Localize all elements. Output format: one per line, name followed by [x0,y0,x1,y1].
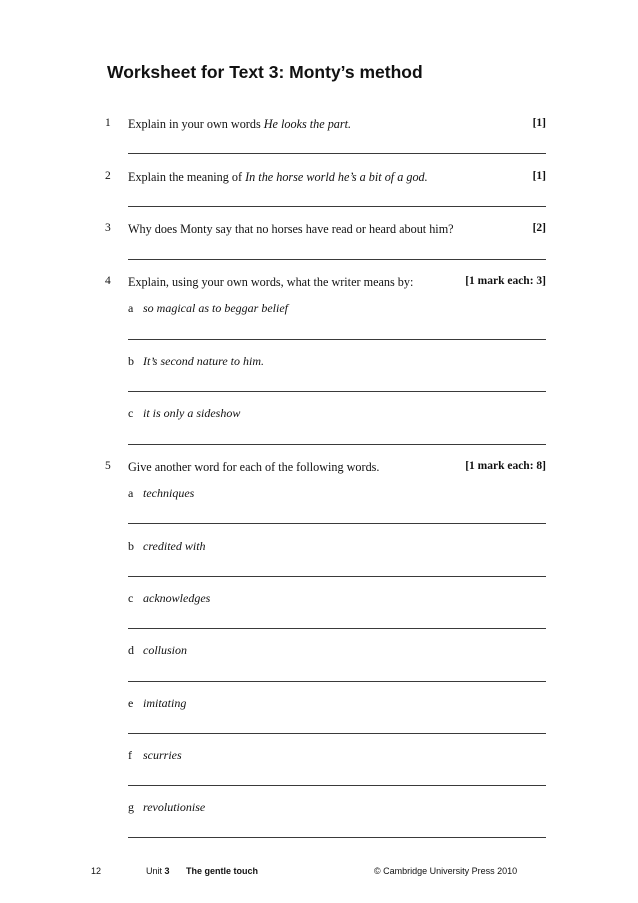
sub-question-letter: b [128,354,134,368]
sub-question-4b [128,354,264,372]
sub-question-text: acknowledges [143,591,211,605]
question-text: Why does Monty say that no horses have read or heard about him? [128,222,454,236]
answer-line[interactable] [128,576,546,577]
answer-line[interactable] [128,391,546,392]
sub-question-text: so magical as to beggar belief [143,301,288,315]
sub-question-text: revolutionise [143,800,206,814]
question-text: Give another word for each of the following words. [128,460,380,474]
question-text-quote: He looks the part. [263,117,352,131]
sub-question-5f [128,748,182,766]
answer-line[interactable] [128,206,546,207]
question-number: 4 [105,275,111,287]
sub-question-letter: a [128,301,134,315]
sub-question-letter: e [128,696,134,710]
sub-question-5b [128,539,206,557]
answer-line[interactable] [128,153,546,154]
sub-question-5c [128,591,210,609]
sub-question-5g [128,800,205,818]
sub-question-letter: a [128,486,134,500]
question-number: 3 [105,222,111,234]
answer-line[interactable] [128,523,546,524]
unit-label [146,866,170,876]
question-5 [0,460,638,480]
question-4 [0,275,638,295]
question-text [128,117,351,132]
question-number: 2 [105,170,111,182]
sub-question-5d [128,643,187,661]
question-marks: [1] [532,170,546,182]
question-2 [0,170,638,190]
answer-line[interactable] [128,339,546,340]
sub-question-text: scurries [143,748,182,762]
sub-question-text: it is only a sideshow [143,406,241,420]
sub-question-letter: f [128,748,132,762]
sub-question-text: techniques [143,486,195,500]
sub-question-letter: b [128,539,134,553]
sub-question-text: credited with [143,539,206,553]
question-marks: [2] [532,222,546,234]
question-marks: [1 mark each: 8] [465,460,546,472]
page-footer [0,866,638,880]
answer-line[interactable] [128,444,546,445]
sub-question-letter: c [128,406,134,420]
answer-line[interactable] [128,628,546,629]
question-text-plain: Explain the meaning of [128,170,246,184]
sub-question-text: collusion [143,643,187,657]
question-number: 1 [105,117,111,129]
copyright-notice: © Cambridge University Press 2010 [374,866,518,876]
unit-topic: The gentle touch [186,866,258,876]
question-marks: [1 mark each: 3] [465,275,546,287]
sub-question-text: It’s second nature to him. [143,354,264,368]
answer-line[interactable] [128,259,546,260]
question-text-plain: Explain in your own words [128,117,264,131]
sub-question-5a [128,486,194,504]
question-text [128,170,428,185]
unit-number: 3 [164,866,170,876]
question-text: Explain, using your own words, what the writer means by: [128,275,414,289]
sub-question-letter: c [128,591,134,605]
sub-question-4a [128,301,288,319]
sub-question-5e [128,696,186,714]
answer-line[interactable] [128,733,546,734]
sub-question-letter: g [128,800,134,814]
sub-question-4c [128,406,240,424]
sub-question-letter: d [128,643,134,657]
question-marks: [1] [532,117,546,129]
question-number: 5 [105,460,111,472]
answer-line[interactable] [128,681,546,682]
answer-line[interactable] [128,837,546,838]
question-text-quote: In the horse world he’s a bit of a god. [245,170,428,184]
page-title: Worksheet for Text 3: Monty’s method [107,62,423,82]
page-number: 12 [91,866,102,876]
unit-label-text: Unit [146,866,165,876]
answer-line[interactable] [128,785,546,786]
question-3 [0,222,638,242]
question-1 [0,117,638,137]
sub-question-text: imitating [143,696,187,710]
